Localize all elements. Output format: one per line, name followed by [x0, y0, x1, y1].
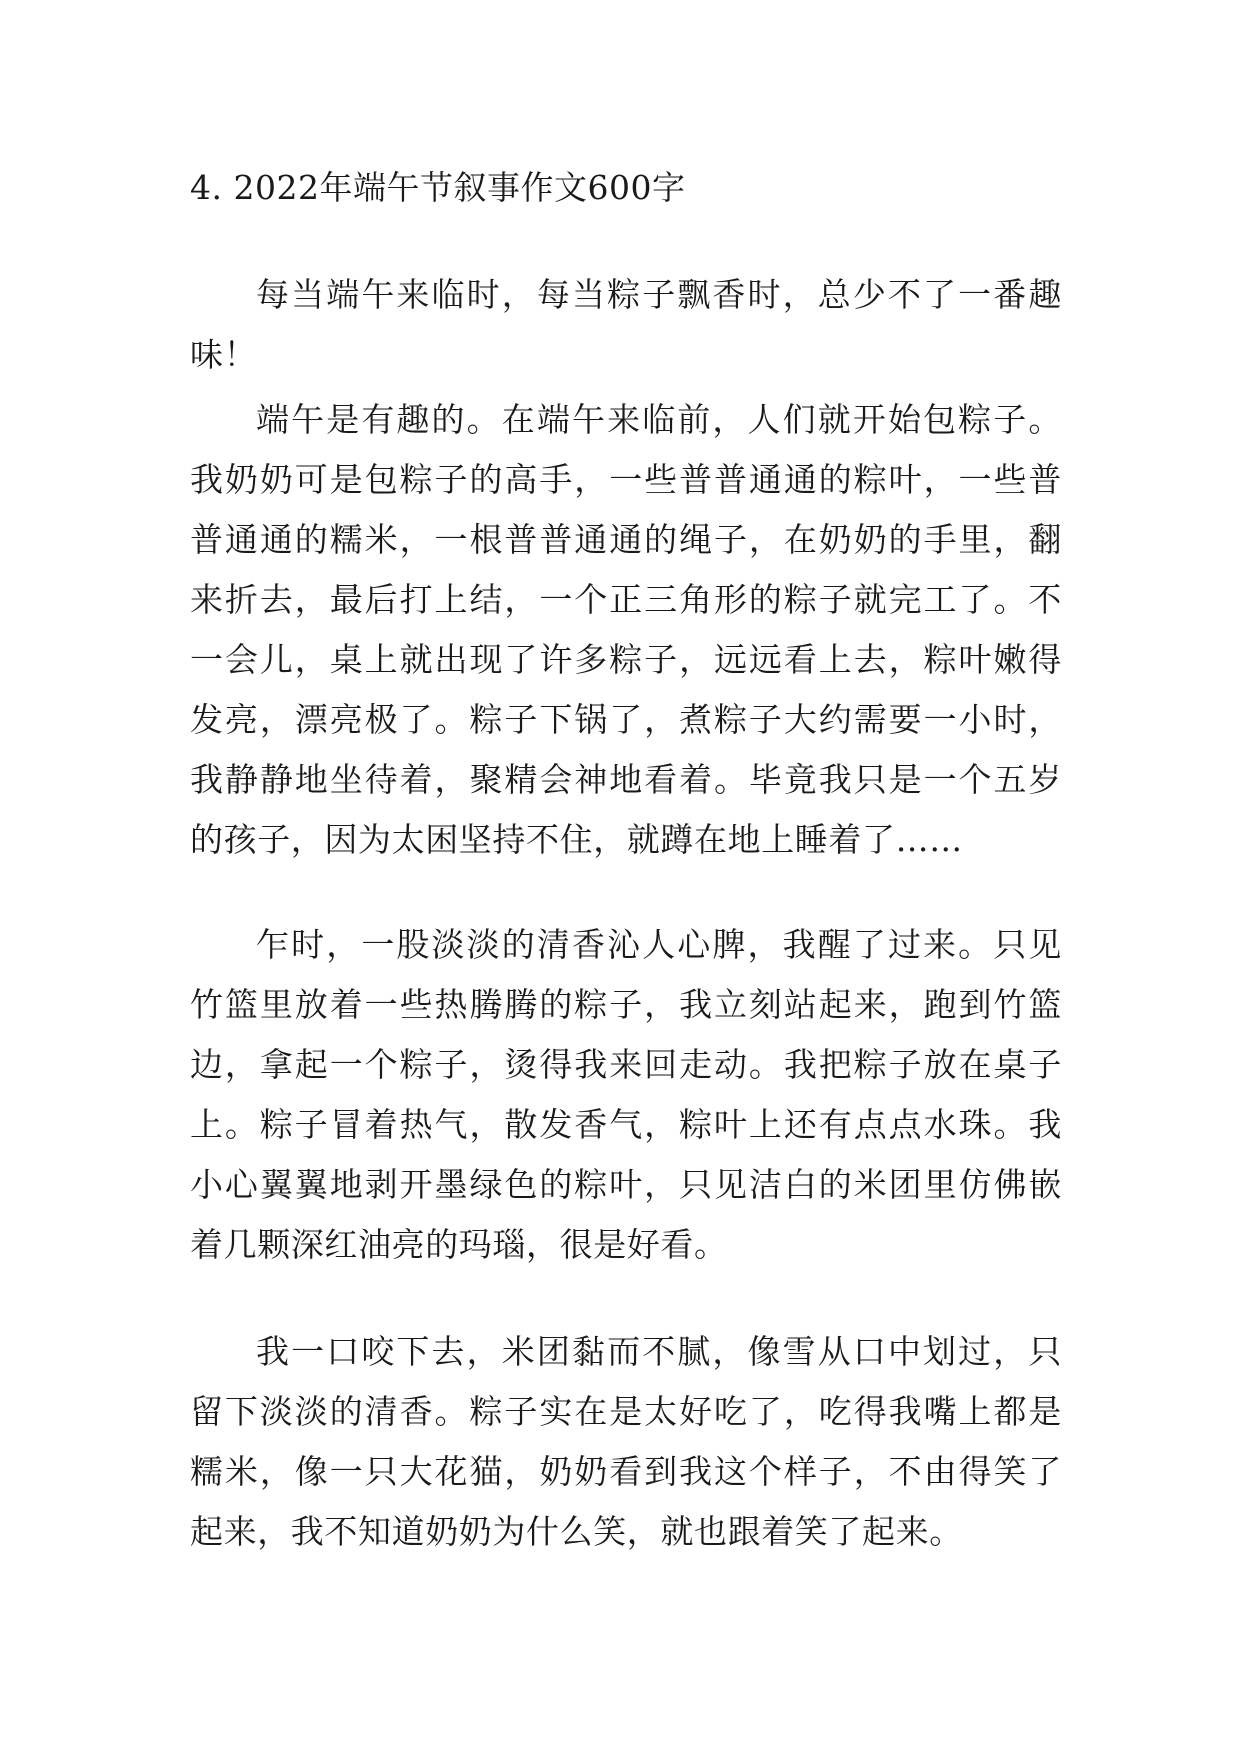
paragraph-4: 我一口咬下去，米团黏而不腻，像雪从口中划过，只留下淡淡的清香。粽子实在是太好吃了，吃得我嘴上都是糯米，像一只大花猫，奶奶看到我这个样子，不由得笑了起来，我不知道奶奶为什么笑，就也跟着笑了起来。 [190, 1332, 1062, 1551]
paragraph-1: 每当端午来临时，每当粽子飘香时，总少不了一番趣味！ [190, 275, 1062, 374]
paragraph-2: 端午是有趣的。在端午来临前，人们就开始包粽子。我奶奶可是包粽子的高手，一些普普通通的粽叶，一些普普通通的糯米，一根普普通通的绳子，在奶奶的手里，翻来折去，最后打上结，一个正三角形的粽子就完工了。不一会儿，桌上就出现了许多粽子，远远看上去，粽叶嫩得发亮，漂亮极了。粽子下锅了，煮粽子大约需要一小时，我静静地坐待着，聚精会神地看着。毕竟我只是一个五岁的孩子，因为太困坚持不住，就蹲在地上睡着了…… [190, 400, 1062, 859]
document-title: 4. 2022年端午节叙事作文600字 [190, 168, 686, 207]
paragraph-3: 乍时，一股淡淡的清香沁人心脾，我醒了过来。只见竹篮里放着一些热腾腾的粽子，我立刻站起来，跑到竹篮边，拿起一个粽子，烫得我来回走动。我把粽子放在桌子上。粽子冒着热气，散发香气，粽叶上还有点点水珠。我小心翼翼地剥开墨绿色的粽叶，只见洁白的米团里仿佛嵌着几颗深红油亮的玛瑙，很是好看。 [190, 925, 1062, 1264]
